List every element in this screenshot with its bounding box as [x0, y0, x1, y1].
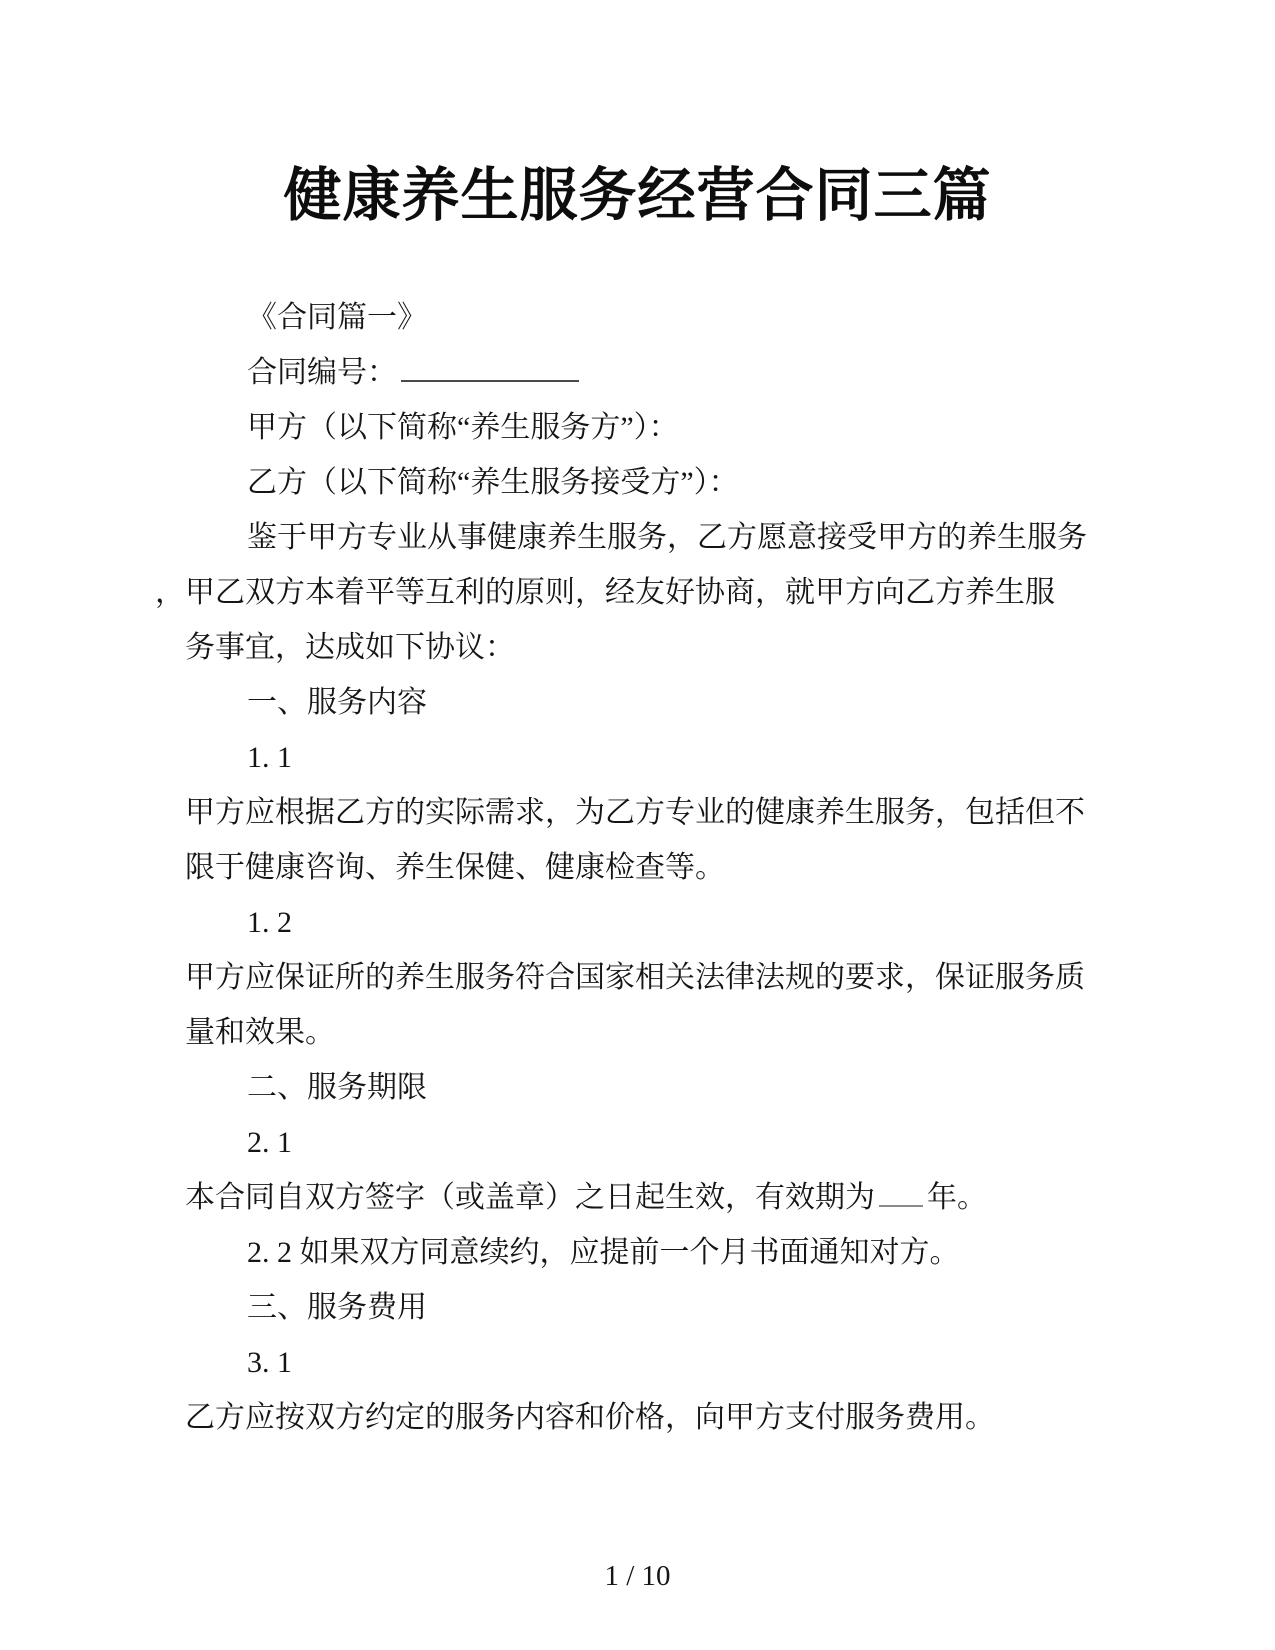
body-line [185, 730, 1090, 785]
body-line [185, 675, 1090, 730]
body-line [185, 620, 1090, 675]
line-text: 一、服务内容 [247, 686, 427, 719]
page-number: 1 / 10 [604, 1560, 671, 1592]
line-text: 量和效果。 [185, 1016, 335, 1049]
document-body [155, 290, 1090, 1445]
line-text: 乙方应按双方约定的服务内容和价格，向甲方支付服务费用。 [185, 1401, 995, 1434]
line-text: 务事宜，达成如下协议： [185, 631, 515, 664]
fill-in-blank [879, 1175, 923, 1207]
body-line [185, 895, 1090, 950]
line-text: 甲方应根据乙方的实际需求，为乙方专业的健康养生服务，包括但不 [185, 796, 1085, 829]
line-text: 2. 1 [247, 1126, 292, 1159]
body-line [185, 400, 1090, 455]
body-line [185, 455, 1090, 510]
line-text: 限于健康咨询、养生保健、健康检查等。 [185, 851, 725, 884]
body-line [185, 1335, 1090, 1390]
line-text: 《合同篇一》 [247, 301, 427, 334]
body-line [185, 950, 1090, 1005]
body-line [185, 840, 1090, 895]
line-text: 1. 1 [247, 741, 292, 774]
line-text: 甲方应保证所的养生服务符合国家相关法律法规的要求，保证服务质 [185, 961, 1085, 994]
body-line [185, 1225, 1090, 1280]
document-title: 健康养生服务经营合同三篇 [283, 163, 992, 228]
body-line [185, 1005, 1090, 1060]
fill-in-blank [401, 350, 579, 382]
line-text: 二、服务期限 [247, 1071, 427, 1104]
body-line [185, 510, 1090, 565]
line-text: 年。 [927, 1181, 987, 1214]
line-text: 乙方（以下简称“养生服务接受方”）： [247, 466, 739, 499]
line-text: 本合同自双方签字（或盖章）之日起生效，有效期为 [185, 1181, 875, 1214]
line-text: ，甲乙双方本着平等互利的原则，经友好协商，就甲方向乙方养生服 [155, 576, 1055, 609]
line-text: 鉴于甲方专业从事健康养生服务，乙方愿意接受甲方的养生服务 [247, 521, 1087, 554]
body-line [185, 785, 1090, 840]
line-text: 甲方（以下简称“养生服务方”）： [247, 411, 679, 444]
line-text: 3. 1 [247, 1346, 292, 1379]
line-text: 合同编号： [247, 356, 397, 389]
body-line [185, 1390, 1090, 1445]
body-line [185, 1115, 1090, 1170]
line-text: 2. 2 如果双方同意续约，应提前一个月书面通知对方。 [247, 1236, 960, 1269]
body-line [185, 1280, 1090, 1335]
body-line [185, 1060, 1090, 1115]
body-line [185, 290, 1090, 345]
body-line [185, 345, 1090, 400]
body-line [185, 1170, 1090, 1225]
body-line [155, 565, 1090, 620]
line-text: 1. 2 [247, 906, 292, 939]
line-text: 三、服务费用 [247, 1291, 427, 1324]
